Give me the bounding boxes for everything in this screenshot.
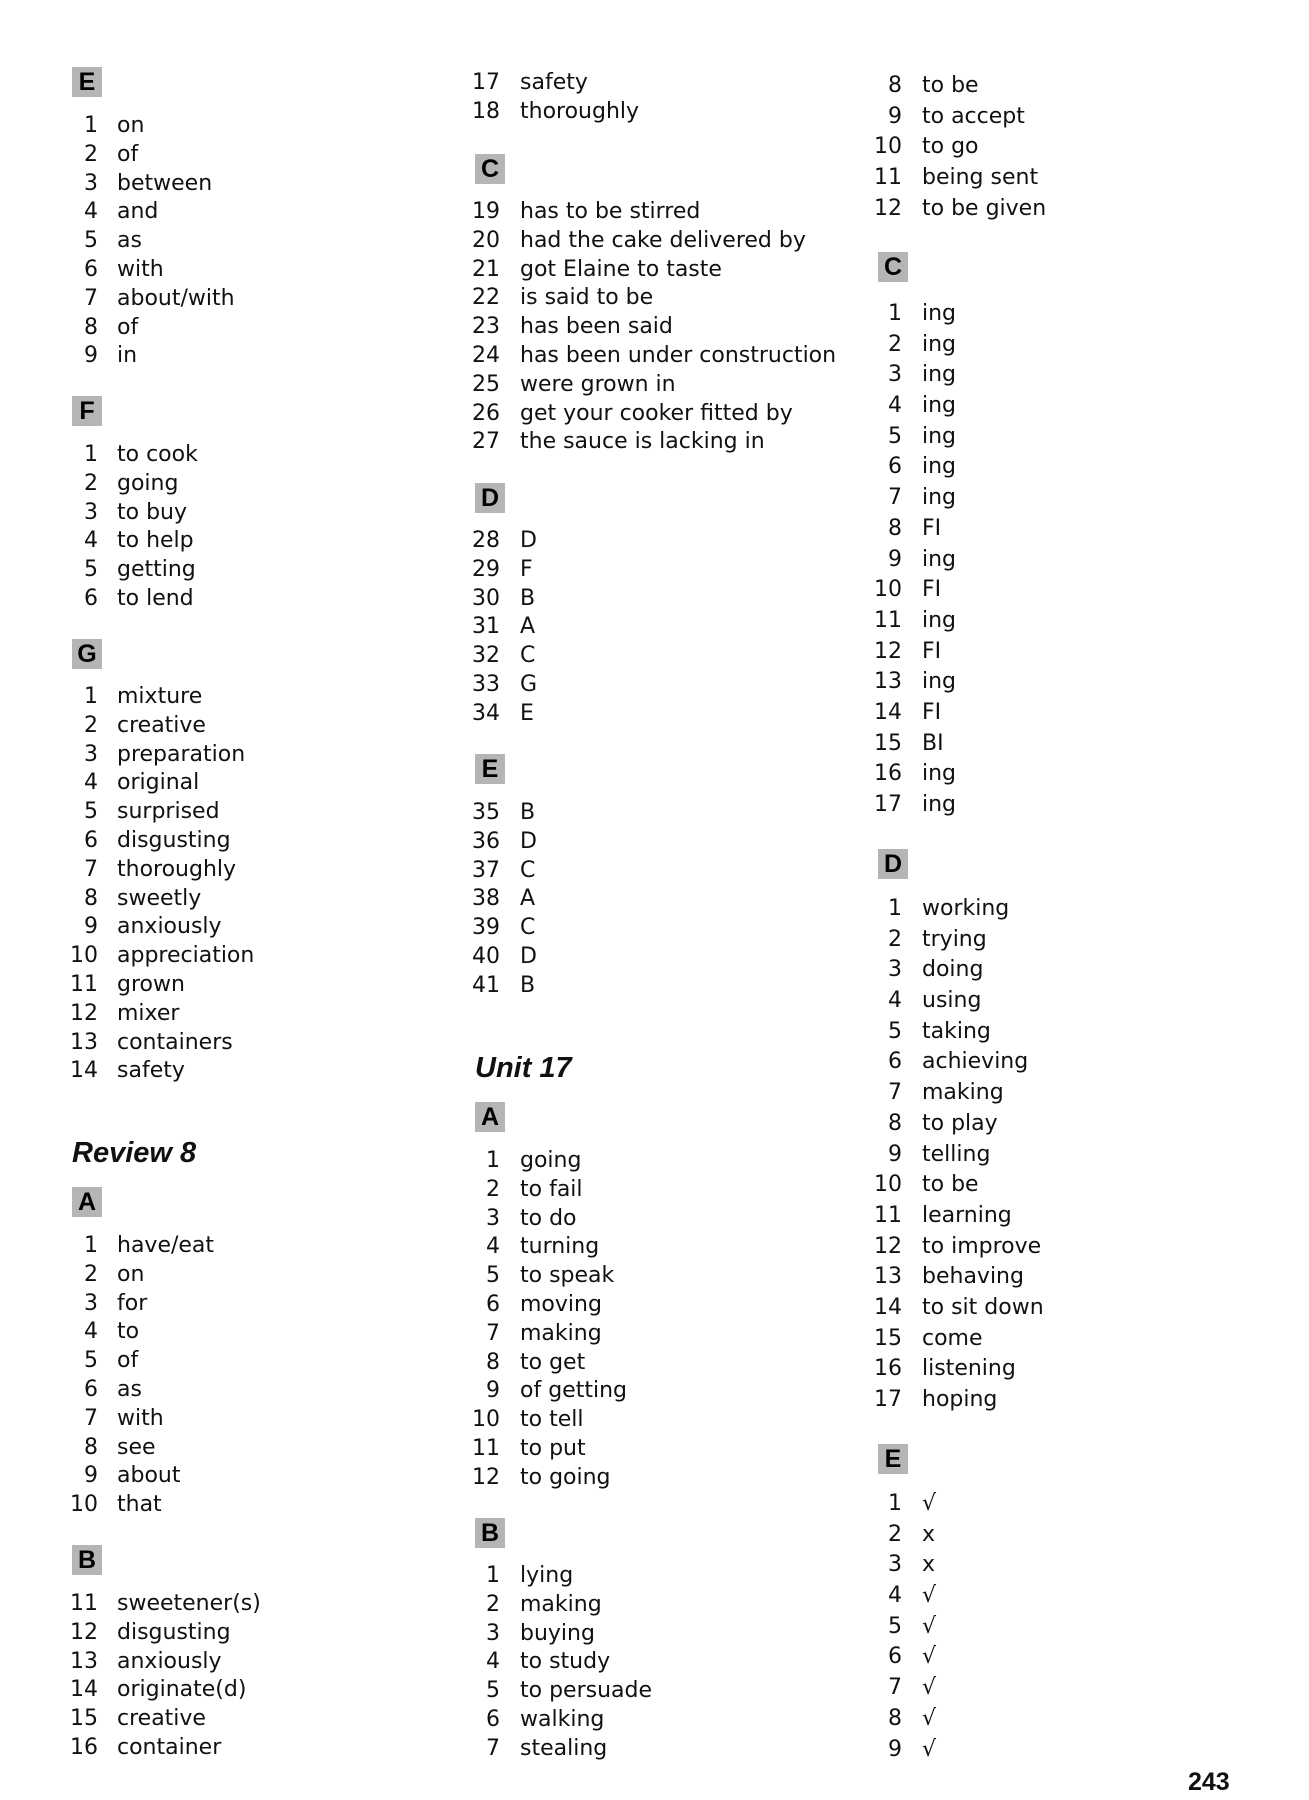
answer-text: getting	[117, 557, 196, 583]
question-number: 8	[888, 1110, 902, 1136]
question-number: 4	[84, 528, 98, 554]
answer-text: ing	[922, 393, 957, 419]
question-number: 15	[70, 1706, 98, 1732]
answer-text: √	[922, 1491, 937, 1516]
question-number: 15	[874, 1325, 902, 1351]
question-number: 1	[84, 684, 98, 709]
question-number: 31	[472, 614, 500, 640]
answer-text: got Elaine to taste	[520, 256, 722, 282]
answer-text: about	[117, 1463, 181, 1489]
question-number: 10	[472, 1407, 500, 1433]
answer-text: behaving	[922, 1264, 1024, 1290]
answer-text: to persuade	[520, 1678, 653, 1704]
question-number: 8	[84, 885, 98, 911]
answer-text: the sauce is lacking in	[520, 429, 765, 455]
answer-text: lying	[520, 1563, 574, 1588]
question-number: 12	[472, 1464, 500, 1490]
section-label: C	[878, 252, 908, 282]
question-number: 7	[84, 285, 98, 311]
section-label: A	[475, 1102, 505, 1132]
unit-heading: Unit 17	[475, 1052, 572, 1084]
answer-text: see	[117, 1434, 156, 1460]
answer-text: x	[922, 1552, 936, 1578]
question-number: 32	[472, 643, 500, 669]
answer-text: ing	[922, 546, 957, 572]
question-number: 9	[84, 1463, 98, 1489]
question-number: 29	[472, 556, 500, 582]
answer-text: going	[520, 1148, 582, 1173]
answer-text: BI	[922, 730, 944, 756]
question-number: 5	[84, 557, 98, 583]
answer-text: get your cooker fitted by	[520, 400, 793, 426]
question-number: 7	[84, 856, 98, 882]
question-number: 6	[888, 454, 902, 480]
question-number: 12	[70, 1619, 98, 1645]
question-number: 23	[472, 314, 500, 340]
answer-text: to play	[922, 1110, 998, 1136]
question-number: 7	[84, 1405, 98, 1431]
question-number: 3	[486, 1205, 500, 1231]
question-number: 2	[84, 470, 98, 496]
answer-text: hoping	[922, 1387, 998, 1412]
answer-text: mixture	[117, 684, 203, 709]
question-number: 17	[874, 1387, 902, 1412]
answer-text: of getting	[520, 1378, 627, 1404]
question-number: 3	[84, 1290, 98, 1316]
question-number: 7	[486, 1320, 500, 1346]
answer-text: FI	[922, 577, 942, 603]
answer-text: FI	[922, 515, 942, 541]
answer-text: to study	[520, 1649, 611, 1675]
question-number: 11	[70, 1591, 98, 1616]
question-number: 3	[486, 1620, 500, 1646]
question-number: 5	[486, 1263, 500, 1289]
question-number: 9	[888, 1736, 902, 1762]
question-number: 7	[888, 1080, 902, 1106]
question-number: 2	[888, 331, 902, 357]
answer-text: using	[922, 988, 982, 1014]
question-number: 1	[84, 113, 98, 138]
question-number: 21	[472, 256, 500, 282]
question-number: 12	[874, 638, 902, 664]
question-number: 4	[888, 988, 902, 1014]
answer-text: working	[922, 896, 1010, 921]
question-number: 4	[888, 1583, 902, 1609]
answer-text: safety	[520, 70, 588, 95]
question-number: 3	[888, 1552, 902, 1578]
question-number: 16	[874, 761, 902, 787]
answer-text: to sit down	[922, 1294, 1044, 1320]
answer-text: ing	[922, 485, 957, 511]
answer-text: A	[520, 886, 536, 912]
question-number: 39	[472, 915, 500, 941]
answer-text: √	[922, 1644, 937, 1670]
answer-text: appreciation	[117, 943, 255, 969]
question-number: 33	[472, 671, 500, 697]
answer-text: were grown in	[520, 371, 676, 397]
question-number: 5	[84, 1348, 98, 1374]
answer-text: on	[117, 113, 145, 138]
section-label: D	[475, 483, 505, 513]
section-label: D	[878, 849, 908, 879]
question-number: 2	[84, 1261, 98, 1287]
question-number: 17	[472, 70, 500, 95]
answer-text: listening	[922, 1356, 1016, 1382]
answer-text: ing	[922, 331, 957, 357]
question-number: 1	[84, 442, 98, 467]
answer-text: B	[520, 972, 536, 998]
question-number: 8	[888, 73, 902, 98]
question-number: 26	[472, 400, 500, 426]
answer-text: thoroughly	[520, 98, 640, 124]
answer-text: mixer	[117, 1000, 180, 1026]
answer-text: making	[520, 1320, 602, 1346]
answer-text: to buy	[117, 499, 188, 525]
question-number: 10	[70, 943, 98, 969]
question-number: 3	[888, 362, 902, 388]
answer-text: D	[520, 828, 537, 854]
answer-text: to be	[922, 1172, 979, 1198]
question-number: 9	[486, 1378, 500, 1404]
answer-text: buying	[520, 1620, 595, 1646]
answer-text: as	[117, 1376, 142, 1402]
answer-text: to put	[520, 1435, 586, 1461]
section-label: C	[475, 154, 505, 184]
answer-text: ing	[922, 607, 957, 633]
answer-text: √	[922, 1736, 937, 1762]
answer-text: √	[922, 1583, 937, 1609]
question-number: 9	[888, 546, 902, 572]
answer-text: moving	[520, 1291, 602, 1317]
answer-text: FI	[922, 638, 942, 664]
section-label: A	[72, 1187, 102, 1217]
question-number: 38	[472, 886, 500, 912]
answer-text: B	[520, 585, 536, 611]
question-number: 6	[888, 1644, 902, 1670]
answer-text: of	[117, 314, 139, 340]
question-number: 24	[472, 342, 500, 368]
question-number: 12	[874, 195, 902, 221]
answer-text: thoroughly	[117, 856, 237, 882]
question-number: 9	[888, 103, 902, 129]
answer-text: to improve	[922, 1233, 1042, 1259]
answer-text: learning	[922, 1202, 1012, 1228]
question-number: 10	[874, 577, 902, 603]
question-number: 2	[486, 1176, 500, 1202]
question-number: 9	[84, 343, 98, 369]
answer-text: C	[520, 857, 536, 883]
question-number: 36	[472, 828, 500, 854]
question-number: 11	[874, 165, 902, 191]
question-number: 1	[888, 896, 902, 921]
question-number: 5	[888, 1613, 902, 1639]
answer-text: had the cake delivered by	[520, 227, 806, 253]
answer-text: ing	[922, 362, 957, 388]
answer-text: disgusting	[117, 827, 231, 853]
answer-text: walking	[520, 1706, 605, 1732]
question-number: 2	[888, 1521, 902, 1547]
question-number: 1	[888, 1491, 902, 1516]
question-number: 27	[472, 429, 500, 455]
answer-text: has been said	[520, 314, 673, 340]
answer-text: taking	[922, 1018, 991, 1044]
question-number: 8	[888, 515, 902, 541]
answer-text: trying	[922, 926, 987, 952]
question-number: 10	[874, 134, 902, 160]
question-number: 11	[70, 971, 98, 997]
question-number: 22	[472, 285, 500, 311]
question-number: 35	[472, 800, 500, 825]
answer-text: on	[117, 1261, 145, 1287]
answer-text: to speak	[520, 1263, 615, 1289]
answer-text: doing	[922, 957, 984, 983]
unit-heading: Review 8	[72, 1137, 197, 1169]
answer-text: ing	[922, 301, 957, 326]
question-number: 8	[84, 1434, 98, 1460]
answer-text: to tell	[520, 1407, 584, 1433]
answer-text: for	[117, 1290, 148, 1316]
question-number: 14	[70, 1058, 98, 1084]
section-label: F	[72, 396, 102, 426]
question-number: 14	[874, 699, 902, 725]
question-number: 12	[874, 1233, 902, 1259]
question-number: 6	[84, 1376, 98, 1402]
answer-text: containers	[117, 1029, 233, 1055]
answer-text: safety	[117, 1058, 185, 1084]
answer-text: with	[117, 256, 164, 282]
question-number: 4	[84, 1319, 98, 1345]
question-number: 9	[84, 914, 98, 940]
answer-text: √	[922, 1613, 937, 1639]
question-number: 6	[486, 1706, 500, 1732]
question-number: 40	[472, 943, 500, 969]
question-number: 34	[472, 700, 500, 726]
question-number: 6	[888, 1049, 902, 1075]
answer-text: ing	[922, 454, 957, 480]
answer-text: disgusting	[117, 1619, 231, 1645]
answer-text: ing	[922, 792, 957, 817]
answer-text: to lend	[117, 585, 194, 611]
question-number: 12	[70, 1000, 98, 1026]
section-label: G	[72, 639, 102, 669]
question-number: 10	[874, 1172, 902, 1198]
question-number: 4	[888, 393, 902, 419]
answer-text: stealing	[520, 1735, 608, 1761]
answer-text: to help	[117, 528, 194, 554]
question-number: 17	[874, 792, 902, 817]
answer-text: come	[922, 1325, 983, 1351]
answer-text: container	[117, 1734, 222, 1760]
answer-text: is said to be	[520, 285, 654, 311]
answer-text: creative	[117, 712, 206, 738]
answer-text: to accept	[922, 103, 1025, 129]
answer-text: turning	[520, 1234, 600, 1260]
question-number: 2	[84, 141, 98, 167]
question-number: 19	[472, 199, 500, 224]
answer-text: has been under construction	[520, 342, 837, 368]
answer-text: √	[922, 1705, 937, 1731]
question-number: 11	[874, 607, 902, 633]
answer-text: B	[520, 800, 536, 825]
question-number: 6	[486, 1291, 500, 1317]
answer-text: ing	[922, 761, 957, 787]
section-label: E	[475, 754, 505, 784]
answer-text: have/eat	[117, 1233, 215, 1258]
question-number: 7	[888, 485, 902, 511]
question-number: 4	[486, 1234, 500, 1260]
section-label: E	[878, 1444, 908, 1474]
answer-text: creative	[117, 1706, 206, 1732]
question-number: 5	[888, 1018, 902, 1044]
question-number: 8	[888, 1705, 902, 1731]
answer-text: sweetly	[117, 885, 202, 911]
answer-text: of	[117, 141, 139, 167]
question-number: 16	[874, 1356, 902, 1382]
answer-text: original	[117, 770, 200, 796]
question-number: 20	[472, 227, 500, 253]
answer-text: ing	[922, 423, 957, 449]
question-number: 15	[874, 730, 902, 756]
question-number: 13	[874, 1264, 902, 1290]
question-number: 25	[472, 371, 500, 397]
question-number: 1	[888, 301, 902, 326]
question-number: 1	[84, 1233, 98, 1258]
answer-text: D	[520, 943, 537, 969]
answer-text: anxiously	[117, 1648, 222, 1674]
answer-text: A	[520, 614, 536, 640]
question-number: 4	[84, 770, 98, 796]
question-number: 13	[874, 669, 902, 695]
question-number: 3	[84, 499, 98, 525]
question-number: 8	[486, 1349, 500, 1375]
answer-text: has to be stirred	[520, 199, 701, 224]
question-number: 30	[472, 585, 500, 611]
question-number: 3	[888, 957, 902, 983]
question-number: 3	[84, 170, 98, 196]
answer-text: to	[117, 1319, 140, 1345]
answer-text: that	[117, 1492, 162, 1518]
question-number: 11	[874, 1202, 902, 1228]
question-number: 2	[486, 1591, 500, 1617]
answer-text: G	[520, 671, 538, 697]
answer-text: being sent	[922, 165, 1039, 191]
page-number: 243	[1188, 1768, 1230, 1796]
question-number: 2	[888, 926, 902, 952]
question-number: 16	[70, 1734, 98, 1760]
question-number: 5	[84, 228, 98, 254]
question-number: 6	[84, 585, 98, 611]
answer-text: preparation	[117, 741, 246, 767]
answer-text: sweetener(s)	[117, 1591, 261, 1616]
question-number: 6	[84, 827, 98, 853]
question-number: 41	[472, 972, 500, 998]
answer-text: making	[520, 1591, 602, 1617]
question-number: 13	[70, 1029, 98, 1055]
question-number: 8	[84, 314, 98, 340]
answer-text: to do	[520, 1205, 577, 1231]
question-number: 10	[70, 1492, 98, 1518]
answer-text: making	[922, 1080, 1004, 1106]
question-number: 18	[472, 98, 500, 124]
answer-text: √	[922, 1675, 937, 1701]
question-number: 4	[486, 1649, 500, 1675]
answer-text: D	[520, 528, 537, 553]
answer-text: C	[520, 915, 536, 941]
question-number: 4	[84, 199, 98, 225]
answer-text: between	[117, 170, 213, 196]
answer-text: FI	[922, 699, 942, 725]
answer-text: going	[117, 470, 179, 496]
answer-text: and	[117, 199, 159, 225]
answer-text: achieving	[922, 1049, 1029, 1075]
answer-text: to fail	[520, 1176, 583, 1202]
question-number: 1	[486, 1563, 500, 1588]
question-number: 5	[888, 423, 902, 449]
answer-text: to go	[922, 134, 979, 160]
answer-text: C	[520, 643, 536, 669]
question-number: 9	[888, 1141, 902, 1167]
question-number: 1	[486, 1148, 500, 1173]
answer-text: surprised	[117, 799, 220, 825]
answer-text: x	[922, 1521, 936, 1547]
question-number: 14	[874, 1294, 902, 1320]
question-number: 14	[70, 1677, 98, 1703]
answer-text: originate(d)	[117, 1677, 247, 1703]
answer-text: of	[117, 1348, 139, 1374]
question-number: 28	[472, 528, 500, 553]
question-number: 7	[486, 1735, 500, 1761]
answer-text: about/with	[117, 285, 235, 311]
answer-text: E	[520, 700, 534, 726]
question-number: 11	[472, 1435, 500, 1461]
question-number: 6	[84, 256, 98, 282]
section-label: B	[72, 1545, 102, 1575]
question-number: 2	[84, 712, 98, 738]
answer-text: to get	[520, 1349, 586, 1375]
answer-text: telling	[922, 1141, 991, 1167]
answer-text: ing	[922, 669, 957, 695]
section-label: B	[475, 1518, 505, 1548]
question-number: 5	[486, 1678, 500, 1704]
question-number: 5	[84, 799, 98, 825]
answer-text: F	[520, 556, 533, 582]
section-label: E	[72, 67, 102, 97]
question-number: 3	[84, 741, 98, 767]
answer-text: to be given	[922, 195, 1047, 221]
answer-text: with	[117, 1405, 164, 1431]
answer-text: anxiously	[117, 914, 222, 940]
answer-text: in	[117, 343, 138, 369]
question-number: 13	[70, 1648, 98, 1674]
answer-text: to going	[520, 1464, 611, 1490]
answer-text: grown	[117, 971, 185, 997]
question-number: 7	[888, 1675, 902, 1701]
answer-text: to cook	[117, 442, 198, 467]
answer-text: to be	[922, 73, 979, 98]
answer-text: as	[117, 228, 142, 254]
question-number: 37	[472, 857, 500, 883]
